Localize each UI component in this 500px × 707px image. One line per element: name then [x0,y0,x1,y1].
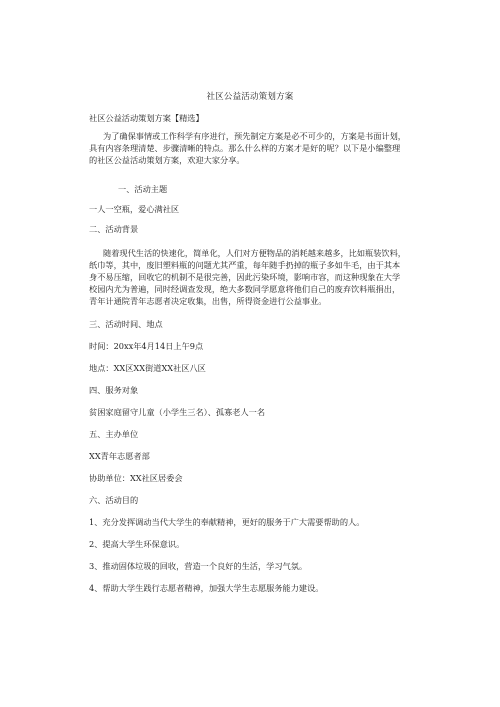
service-targets-text: 贫困家庭留守儿童（小学生三名）、孤寡老人一名 [89,407,266,417]
intro-line: 的社区公益活动策划方案，欢迎大家分享。 [89,155,245,165]
event-place: 地点：XX区XX街道XX社区八区 [89,363,206,373]
intro-line: 具有内容条理清楚、步骤清晰的特点。那么什么样的方案才是好的呢？以下是小编整理 [89,143,401,153]
background-line: 纸巾等，其中，废旧塑料瓶的问题尤其严重，每年随手扔掉的瓶子多如牛毛，由于其本 [89,260,401,270]
section-heading-service-targets: 四、服务对象 [89,385,139,395]
background-paragraph [89,247,405,307]
purpose-item: 2、提高大学生环保意识。 [89,539,185,549]
background-line: 校园内尤为普遍，同时经调查发现，绝大多数同学愿意将他们自己的废弃饮料瓶捐出， [89,284,401,294]
section-heading-organizer: 五、主办单位 [89,429,139,439]
background-line: 随着现代生活的快速化，简单化，人们对方便物品的消耗越来越多，比如瓶装饮料， [103,248,406,258]
purpose-item: 1、充分发挥调动当代大学生的奉献精神，更好的服务于广大需要帮助的人。 [89,517,365,527]
section-heading-theme: 一、活动主题 [118,184,168,194]
section-heading-time-place: 三、活动时间、地点 [89,319,163,329]
purpose-item: 4、帮助大学生践行志愿者精神，加强大学生志愿服务能力建设。 [89,583,324,593]
document-title: 社区公益活动策划方案 [206,92,294,102]
background-line: 身不易压缩，回收它的机制不是很完善，因此污染环境，影响市容，而这种现象在大学 [89,272,401,282]
intro-paragraph [89,130,405,166]
section-heading-purpose: 六、活动目的 [89,495,139,505]
organizer-host: XX青年志愿者部 [89,451,150,461]
intro-line: 为了确保事情或工作科学有序进行，预先制定方案是必不可少的，方案是书面计划， [103,131,406,141]
theme-text: 一人一空瓶，爱心满社区 [89,204,180,214]
event-time: 时间：20xx年4月14日上午9点 [89,341,204,351]
organizer-co: 协助单位：XX社区居委会 [89,473,183,483]
purpose-item: 3、推动固体垃圾的回收，营造一个良好的生活，学习气氛。 [89,561,308,571]
document-subtitle: 社区公益活动策划方案【精选】 [89,113,204,123]
section-heading-background: 二、活动背景 [89,224,139,234]
background-line: 青年计通院青年志愿者决定收集，出售，所得资金进行公益事业。 [89,296,327,306]
